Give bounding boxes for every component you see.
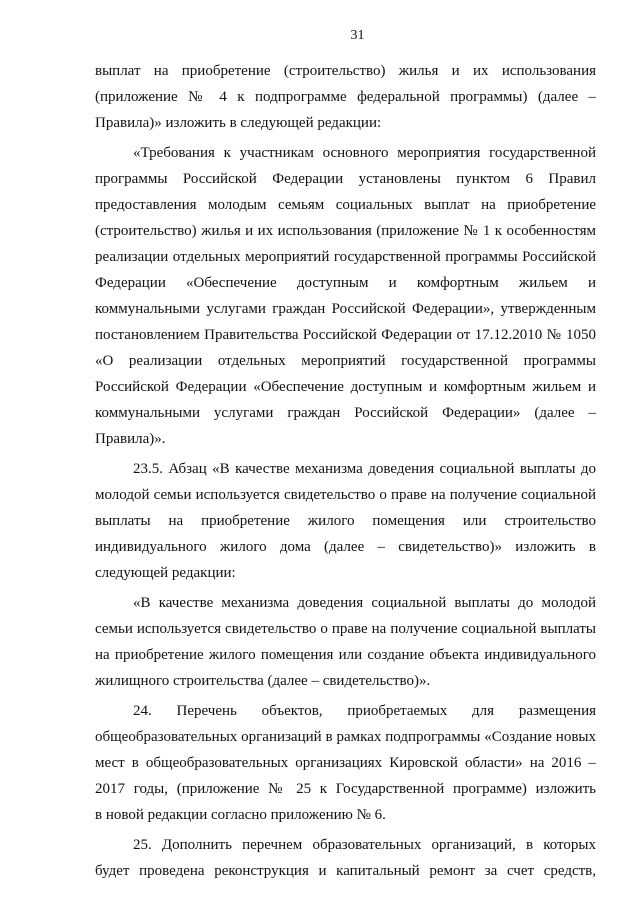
text-line: программы Российской Федерации установлены пунктом 6 Правил (95, 171, 596, 187)
text-line: Российской Федерации «Обеспечение доступным и комфортным жильем и (95, 379, 596, 395)
text-line: «Требования к участникам основного мероприятия государственной (133, 145, 596, 161)
text-line: Федерации «Обеспечение доступным и комфортным жильем и (95, 275, 596, 291)
text-line: семьи используется свидетельство о праве на получение социальной выплаты (95, 621, 596, 637)
text-line: жилищного строительства (далее – свидетельство)». (95, 673, 431, 689)
text-line: «О реализации отдельных мероприятий государственной программы (95, 353, 596, 369)
text-line: 2017 годы, (приложение № 25 к Государственной программе) изложить (95, 781, 596, 797)
text-line: 23.5. Абзац «В качестве механизма доведения социальной выплаты до (133, 461, 596, 477)
text-line: общеобразовательных организаций в рамках подпрограммы «Создание новых (95, 729, 596, 745)
text-line: мест в общеобразовательных организациях Кировской области» на 2016 – (95, 755, 596, 771)
text-line: предоставления молодым семьям социальных выплат на приобретение (95, 197, 596, 213)
text-line: (строительство) жилья и их использования (приложение № 1 к особенностям (95, 223, 596, 239)
text-line: на приобретение жилого помещения или создание объекта индивидуального (95, 647, 596, 663)
text-line: молодой семьи используется свидетельство о праве на получение социальной (95, 487, 596, 503)
text-line: «В качестве механизма доведения социальной выплаты до молодой (133, 595, 596, 611)
text-line: 24. Перечень объектов, приобретаемых для размещения (133, 703, 596, 719)
text-line: (приложение № 4 к подпрограмме федеральной программы) (далее – (95, 89, 596, 105)
text-line: реализации отдельных мероприятий государственной программы Российской (95, 249, 596, 265)
text-line: будет проведена реконструкция и капитальный ремонт за счет средств, (95, 863, 596, 879)
text-line: постановлением Правительства Российской Федерации от 17.12.2010 № 1050 (95, 327, 596, 343)
text-line: 25. Дополнить перечнем образовательных организаций, в которых (133, 837, 596, 853)
text-line: в новой редакции согласно приложению № 6. (95, 807, 386, 823)
text-line: Правила)». (95, 431, 166, 447)
document-body (95, 58, 596, 884)
text-line: Правила)» изложить в следующей редакции: (95, 115, 382, 131)
text-line: коммунальными услугами граждан Российской Федерации» (далее – (95, 405, 596, 421)
text-line: выплаты на приобретение жилого помещения или строительство (95, 513, 596, 529)
page-number: 31 (350, 28, 365, 43)
text-line: выплат на приобретение (строительство) жилья и их использования (95, 63, 596, 79)
text-line: индивидуального жилого дома (далее – свидетельство)» изложить в (95, 539, 596, 555)
text-line: следующей редакции: (95, 565, 236, 581)
text-line: коммунальными услугами граждан Российской Федерации», утвержденным (95, 301, 596, 317)
